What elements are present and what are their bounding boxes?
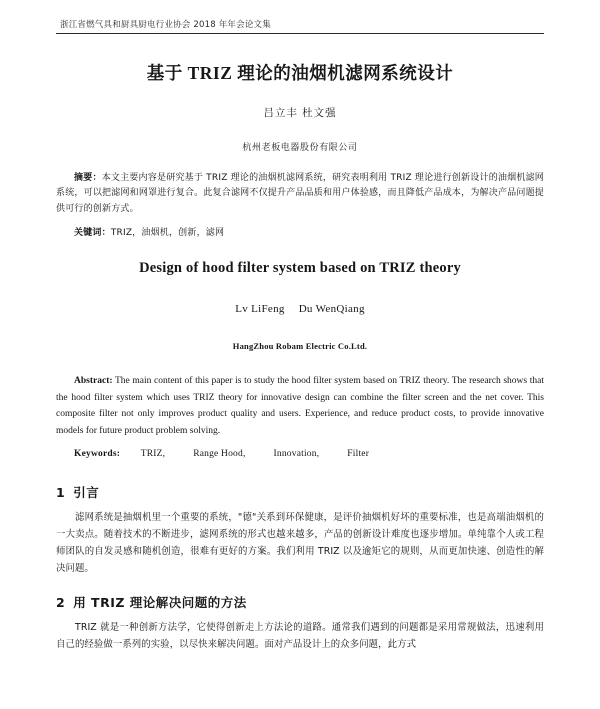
- section-number-2: 2: [56, 595, 66, 611]
- section-title-1: 引言: [73, 485, 100, 501]
- english-author-2: Du WenQiang: [298, 303, 365, 316]
- section-title-2: 用 TRIZ 理论解决问题的方法: [73, 595, 247, 611]
- chinese-keywords-label: 关键词：: [74, 228, 111, 239]
- english-abstract: [56, 373, 544, 439]
- english-keyword-4: Filter: [347, 449, 370, 460]
- english-author-1: Lv LiFeng: [235, 303, 285, 316]
- english-keywords-label: Keywords:: [74, 449, 121, 460]
- section-heading-2: [56, 593, 544, 611]
- running-header: 浙江省燃气具和厨具厨电行业协会 2018 年年会论文集: [56, 18, 544, 34]
- chinese-title: 基于 TRIZ 理论的油烟机滤网系统设计: [146, 63, 454, 83]
- chinese-abstract-label: 摘要：: [74, 173, 102, 183]
- section-number-1: 1: [56, 485, 66, 501]
- english-keywords: [56, 449, 544, 459]
- section-heading-1: [56, 483, 544, 501]
- english-abstract-label: Abstract:: [74, 376, 113, 387]
- english-keyword-3: Innovation,: [273, 449, 320, 460]
- chinese-keywords: [56, 225, 544, 238]
- english-title: Design of hood filter system based on TRIZ theory: [139, 260, 461, 277]
- english-abstract-text: The main content of this paper is to study the hood filter system based on TRIZ theory. The research shows that the hood filter system which uses TRIZ theory for innovative design can combine the filter screen and the net cover. This composite filter not only improves product quality and users. Experience, and reduce product costs, to provide innovative models for future product problem solving.: [56, 376, 544, 436]
- section-paragraph-1: 滤网系统是抽烟机里一个重要的系统，"德"关系到环保健康，是评价抽烟机好坏的重要标准，也是高端油烟机的一大卖点。随着技术的不断进步，滤网系统的形式也越来越多，产品的创新设计难度也逐步增加。单纯靠个人或工程师团队的自发灵感和随机创造，很难有更好的方案。我们利用 TRIZ 以及逾矩它的规则，从而更加快速、创造性的解决问题。: [56, 512, 544, 574]
- english-keyword-1: TRIZ,: [140, 449, 166, 460]
- section-paragraph-2: TRIZ 就是一种创新方法学，它使得创新走上方法论的道路。通常我们遇到的问题都是采用常规做法，迅速利用自己的经验做一系列的实验，以尽快来解决问题。面对产品设计上的众多问题，此方式: [56, 622, 544, 651]
- english-authors: [56, 303, 544, 315]
- chinese-authors: 吕立丰 杜文强: [263, 107, 337, 119]
- english-affiliation: HangZhou Robam Electric Co.Ltd.: [232, 341, 368, 352]
- chinese-abstract-text: 本文主要内容是研究基于 TRIZ 理论的油烟机滤网系统，研究表明利用 TRIZ 理论进行创新设计的油烟机滤网系统，可以把滤网和网罩进行复合。此复合滤网不仅提升产品品质和用户体验感，而且降低产品成本，为解决产品问题提供可行的创新方式。: [56, 173, 544, 214]
- chinese-affiliation: 杭州老板电器股份有限公司: [242, 143, 358, 153]
- chinese-keywords-text: TRIZ，油烟机，创新，滤网: [110, 228, 225, 239]
- english-keyword-2: Range Hood,: [193, 449, 246, 460]
- chinese-abstract: [56, 171, 544, 217]
